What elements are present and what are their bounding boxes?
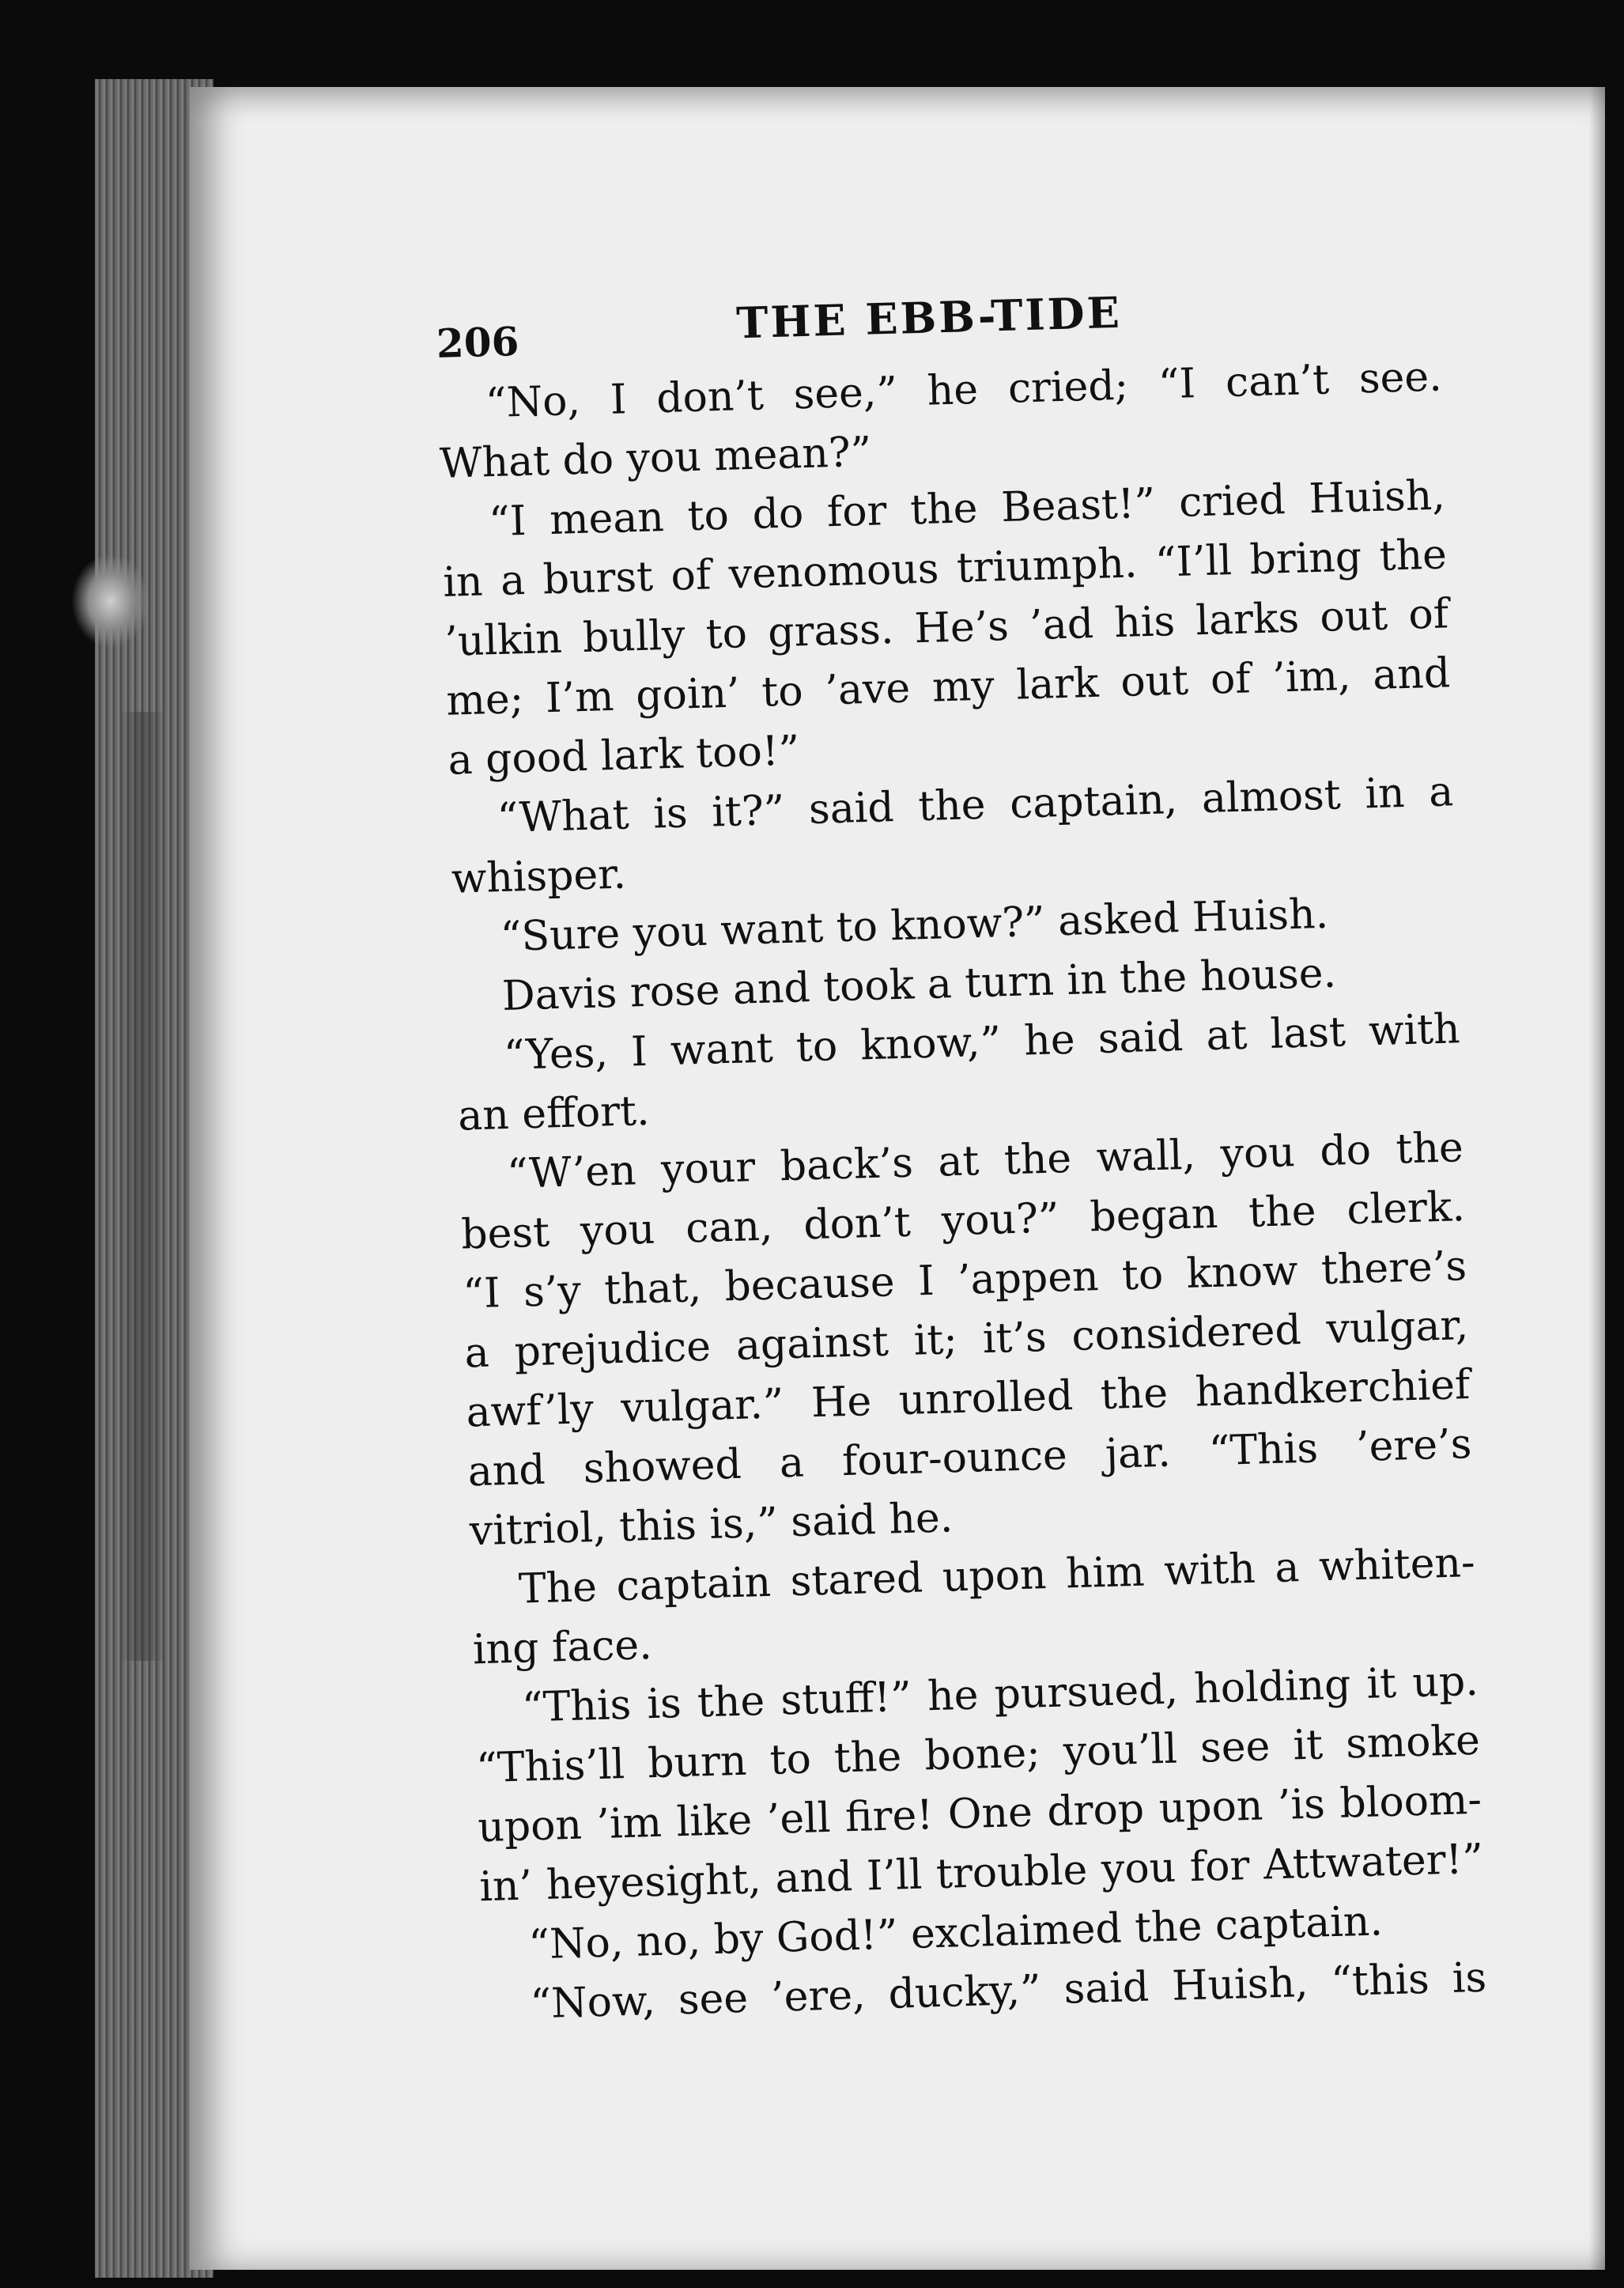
word: captain <box>615 1558 772 1611</box>
word: ’ere’s <box>1355 1420 1473 1472</box>
word: Beast!” <box>1000 479 1157 532</box>
word: up. <box>1411 1657 1479 1707</box>
word: the <box>1100 1369 1169 1420</box>
word: in <box>442 558 484 607</box>
text-block <box>435 260 1511 2036</box>
word: in <box>1364 770 1406 819</box>
word: unrolled <box>897 1372 1074 1425</box>
word: I’m <box>545 672 615 723</box>
word: do <box>751 490 805 539</box>
word: you’ll <box>1063 1725 1178 1776</box>
word: don’t <box>803 1198 912 1250</box>
word: him <box>1065 1548 1146 1598</box>
word: jar. <box>1105 1428 1172 1478</box>
book-title: THE EBB-TIDE <box>735 286 1123 349</box>
word: “I <box>488 497 527 546</box>
text-line: “No, no, by God!” exclaimed the captain. <box>527 1897 1384 1969</box>
word: I <box>917 1257 935 1306</box>
word: for <box>826 487 888 537</box>
word: of <box>1407 590 1449 639</box>
word: “This’ll <box>475 1741 625 1793</box>
word: the <box>697 1677 766 1727</box>
word: vulgar.” <box>620 1380 785 1432</box>
word: wall, <box>1095 1131 1196 1182</box>
word: stared <box>789 1554 923 1606</box>
word: of <box>1210 655 1252 704</box>
word: the <box>917 781 987 831</box>
word: the <box>1395 1124 1464 1174</box>
word: almost <box>1201 771 1342 823</box>
word: four-ounce <box>841 1431 1068 1486</box>
word: out <box>1319 592 1388 641</box>
word: that, <box>603 1264 702 1314</box>
word: said <box>1097 1012 1184 1063</box>
text-line: “Sure you want to know?” asked Huish. <box>500 890 1329 961</box>
word: because <box>723 1258 896 1311</box>
word: ’ere, <box>770 1971 867 2021</box>
word: upon <box>1158 1782 1264 1833</box>
word: best <box>460 1208 550 1259</box>
word: a <box>1274 1544 1301 1592</box>
word: Attwater!” <box>1263 1835 1484 1889</box>
word: it?” <box>711 786 786 837</box>
word: see. <box>1358 353 1443 403</box>
text-line: vitriol, this is,” said he. <box>469 1494 954 1556</box>
word: drop <box>1046 1785 1145 1836</box>
word: see,” <box>792 368 898 419</box>
word: don’t <box>655 372 765 423</box>
word: Huish, <box>1171 1959 1309 2010</box>
word: mean <box>549 494 665 545</box>
word: s’y <box>523 1267 582 1317</box>
word: is <box>652 789 689 838</box>
word: it <box>1365 1659 1397 1708</box>
word: whiten- <box>1318 1538 1476 1591</box>
word: upon <box>942 1551 1048 1602</box>
word: to <box>795 1023 838 1072</box>
word: “I <box>462 1269 501 1318</box>
word: ’ulkin <box>444 615 563 666</box>
word: smoke <box>1345 1716 1481 1768</box>
word: his <box>1113 598 1176 648</box>
word: last <box>1269 1008 1346 1058</box>
word: you <box>1219 1129 1296 1178</box>
word: is <box>1451 1953 1487 2002</box>
word: “No, <box>485 376 581 428</box>
word: clerk. <box>1346 1183 1466 1235</box>
word: trouble <box>935 1846 1089 1899</box>
word: for <box>1189 1842 1251 1892</box>
word: upon <box>477 1801 583 1852</box>
word: heyesight, <box>546 1855 762 1909</box>
word: he <box>926 365 979 415</box>
word: it’s <box>982 1313 1048 1363</box>
word: the <box>1378 531 1448 581</box>
word: me; <box>445 675 524 725</box>
word: ’ell <box>765 1794 832 1844</box>
word: you?” <box>941 1194 1060 1246</box>
word: ducky,” <box>887 1966 1042 2018</box>
word: I’ll <box>866 1851 923 1900</box>
word: “What <box>496 791 630 843</box>
word: the <box>1248 1187 1317 1237</box>
word: your <box>660 1144 756 1194</box>
word: handkerchief <box>1194 1360 1471 1416</box>
spine-shadow <box>119 712 166 1661</box>
word: he <box>927 1671 980 1721</box>
word: prejudice <box>513 1322 712 1376</box>
word: with <box>1163 1545 1256 1595</box>
word: and <box>1372 649 1451 700</box>
word: see <box>678 1974 749 2025</box>
word: Huish, <box>1308 471 1446 524</box>
text-line: whisper. <box>451 850 627 903</box>
word: at <box>937 1137 980 1186</box>
text-line: ing face. <box>472 1621 653 1674</box>
word: bone; <box>923 1729 1041 1780</box>
word: do <box>1319 1126 1372 1176</box>
word: fire! <box>844 1791 935 1842</box>
word: bully <box>582 611 686 662</box>
word: is <box>646 1680 682 1729</box>
word: captain, <box>1009 776 1178 828</box>
word: pursued, <box>993 1666 1179 1719</box>
word: ’im <box>595 1798 663 1849</box>
word: of <box>670 551 712 600</box>
word: stuff!” <box>780 1673 912 1725</box>
word: to <box>1121 1250 1165 1300</box>
word: at <box>1205 1011 1248 1061</box>
word: The <box>518 1563 598 1613</box>
word: you <box>1101 1844 1177 1894</box>
word: “W’en <box>506 1147 637 1198</box>
word: He <box>810 1378 872 1428</box>
word: back’s <box>779 1139 914 1191</box>
word: “I’ll <box>1154 537 1233 587</box>
word: a <box>500 556 526 605</box>
word: said <box>1063 1963 1150 2014</box>
word: the <box>1003 1134 1072 1185</box>
word: “this <box>1330 1955 1430 2006</box>
word: larks <box>1195 594 1300 645</box>
word: “Yes, <box>503 1029 609 1080</box>
word: considered <box>1071 1306 1302 1361</box>
word: cried; <box>1007 361 1129 413</box>
word: grass. <box>767 605 895 657</box>
word: see <box>1199 1723 1271 1772</box>
word: I <box>630 1027 648 1076</box>
word: my <box>931 662 995 712</box>
word: you <box>580 1205 656 1256</box>
word: against <box>735 1318 889 1370</box>
word: want <box>670 1024 774 1076</box>
word: bloom- <box>1339 1776 1482 1828</box>
body-text <box>437 347 1511 2036</box>
word: goin’ <box>635 669 741 720</box>
smudge-mark <box>71 554 150 649</box>
word: in’ <box>478 1862 533 1912</box>
word: with <box>1368 1005 1461 1056</box>
word: ’im, <box>1271 652 1352 702</box>
word: to <box>769 1735 812 1784</box>
word: know <box>1185 1247 1299 1298</box>
word: it; <box>912 1316 958 1365</box>
word: holding <box>1193 1661 1352 1713</box>
word: He’s <box>913 602 1010 653</box>
text-line: an effort. <box>457 1087 651 1140</box>
word: bring <box>1248 533 1362 584</box>
page-number: 206 <box>436 318 520 367</box>
word: a <box>463 1329 490 1378</box>
word: the <box>833 1733 902 1783</box>
word: “Now, <box>529 1977 656 2029</box>
word: can, <box>685 1202 774 1253</box>
word: burn <box>647 1737 748 1788</box>
word: to <box>686 491 730 541</box>
text-line: a good lark too!” <box>447 727 801 785</box>
word: vulgar, <box>1325 1302 1469 1354</box>
word: it <box>1292 1721 1324 1770</box>
word: “This <box>1208 1424 1319 1476</box>
word: ’ad <box>1029 599 1094 650</box>
word: awf’ly <box>465 1385 595 1437</box>
word: lark <box>1015 659 1100 709</box>
text-line: What do you mean?” <box>439 428 873 488</box>
word: ’appen <box>957 1253 1100 1305</box>
text-line: Davis rose and took a turn in the house. <box>501 949 1337 1020</box>
word: a <box>1428 768 1455 817</box>
word: there’s <box>1320 1242 1467 1295</box>
word: “I <box>1158 360 1196 409</box>
word: cried <box>1178 476 1286 527</box>
word: out <box>1120 656 1189 706</box>
word: I <box>610 376 628 424</box>
word: know,” <box>859 1018 1002 1070</box>
word: showed <box>582 1440 742 1493</box>
word: burst <box>542 553 654 604</box>
word: a <box>779 1439 805 1488</box>
word: can’t <box>1225 356 1330 407</box>
word: said <box>808 784 895 834</box>
word: One <box>947 1788 1033 1839</box>
word: “This <box>521 1681 633 1732</box>
word: the <box>909 484 979 535</box>
word: and <box>774 1853 854 1903</box>
word: to <box>704 610 748 659</box>
word: he <box>1023 1015 1076 1065</box>
word: to <box>761 667 804 717</box>
word: venomous <box>727 545 940 599</box>
word: ’ave <box>824 664 911 715</box>
word: triumph. <box>956 539 1139 592</box>
word: and <box>466 1446 546 1496</box>
word: like <box>675 1796 753 1847</box>
word: ’is <box>1277 1780 1326 1829</box>
word: began <box>1089 1189 1219 1242</box>
